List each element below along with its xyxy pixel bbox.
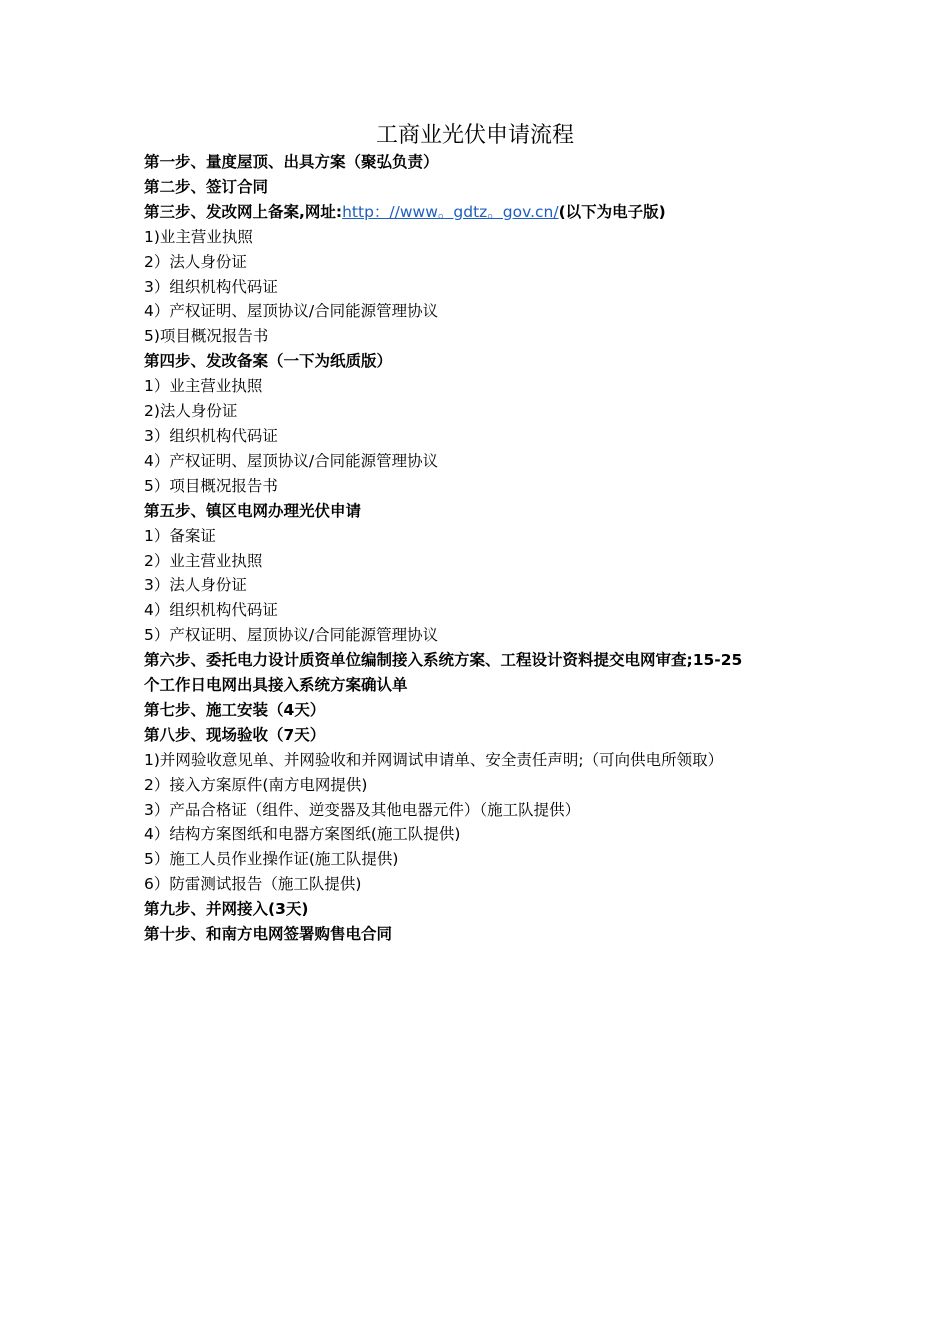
step-6-heading: 第六步、委托电力设计质资单位编制接入系统方案、工程设计资料提交电网审查;15-25 bbox=[144, 651, 743, 670]
list-item: 4）组织机构代码证 bbox=[144, 601, 278, 620]
step-6-heading-continued: 个工作日电网出具接入系统方案确认单 bbox=[144, 676, 408, 695]
list-item: 1）备案证 bbox=[144, 526, 216, 545]
step-2-heading: 第二步、签订合同 bbox=[144, 177, 269, 196]
list-item: 5）项目概况报告书 bbox=[144, 476, 278, 495]
list-item: 2）法人身份证 bbox=[144, 252, 247, 271]
step-10-heading: 第十步、和南方电网签署购售电合同 bbox=[144, 925, 393, 944]
list-item: 3）法人身份证 bbox=[144, 576, 247, 595]
step-3-suffix: (以下为电子版) bbox=[558, 202, 666, 221]
list-item: 5)项目概况报告书 bbox=[144, 327, 269, 346]
step-5-heading: 第五步、镇区电网办理光伏申请 bbox=[144, 501, 362, 520]
step-7-heading: 第七步、施工安装（4天） bbox=[144, 700, 326, 719]
list-item: 1)业主营业执照 bbox=[144, 227, 253, 246]
step-3-prefix: 第三步、发改网上备案,网址: bbox=[144, 202, 343, 221]
list-item: 4）产权证明、屋顶协议/合同能源管理协议 bbox=[144, 451, 439, 470]
document-title: 工商业光伏申请流程 bbox=[375, 123, 574, 148]
step-1-heading: 第一步、量度屋顶、出具方案（聚弘负责） bbox=[144, 153, 439, 171]
list-item: 6）防雷测试报告（施工队提供) bbox=[144, 875, 362, 894]
list-item: 5）产权证明、屋顶协议/合同能源管理协议 bbox=[144, 626, 439, 645]
list-item: 2)法人身份证 bbox=[144, 402, 238, 421]
list-item: 3）产品合格证（组件、逆变器及其他电器元件）（施工队提供） bbox=[144, 800, 581, 819]
step-3-heading bbox=[144, 200, 816, 225]
list-item: 4）结构方案图纸和电器方案图纸(施工队提供) bbox=[144, 825, 461, 844]
list-item: 3）组织机构代码证 bbox=[144, 426, 278, 445]
list-item: 5）施工人员作业操作证(施工队提供) bbox=[144, 850, 399, 869]
step-9-heading: 第九步、并网接入(3天) bbox=[144, 900, 309, 919]
list-item: 1）业主营业执照 bbox=[144, 377, 263, 396]
step-8-heading: 第八步、现场验收（7天） bbox=[144, 725, 326, 744]
list-item: 2）接入方案原件(南方电网提供) bbox=[144, 775, 368, 794]
list-item: 1)并网验收意见单、并网验收和并网调试申请单、安全责任声明;（可向供电所领取） bbox=[144, 750, 724, 769]
step-4-heading: 第四步、发改备案（一下为纸质版） bbox=[144, 352, 393, 371]
document-body bbox=[144, 150, 816, 947]
website-link[interactable]: http：//www。gdtz。gov.cn/ bbox=[342, 202, 559, 221]
list-item: 4）产权证明、屋顶协议/合同能源管理协议 bbox=[144, 302, 439, 321]
list-item: 3）组织机构代码证 bbox=[144, 277, 278, 296]
list-item: 2）业主营业执照 bbox=[144, 551, 263, 570]
